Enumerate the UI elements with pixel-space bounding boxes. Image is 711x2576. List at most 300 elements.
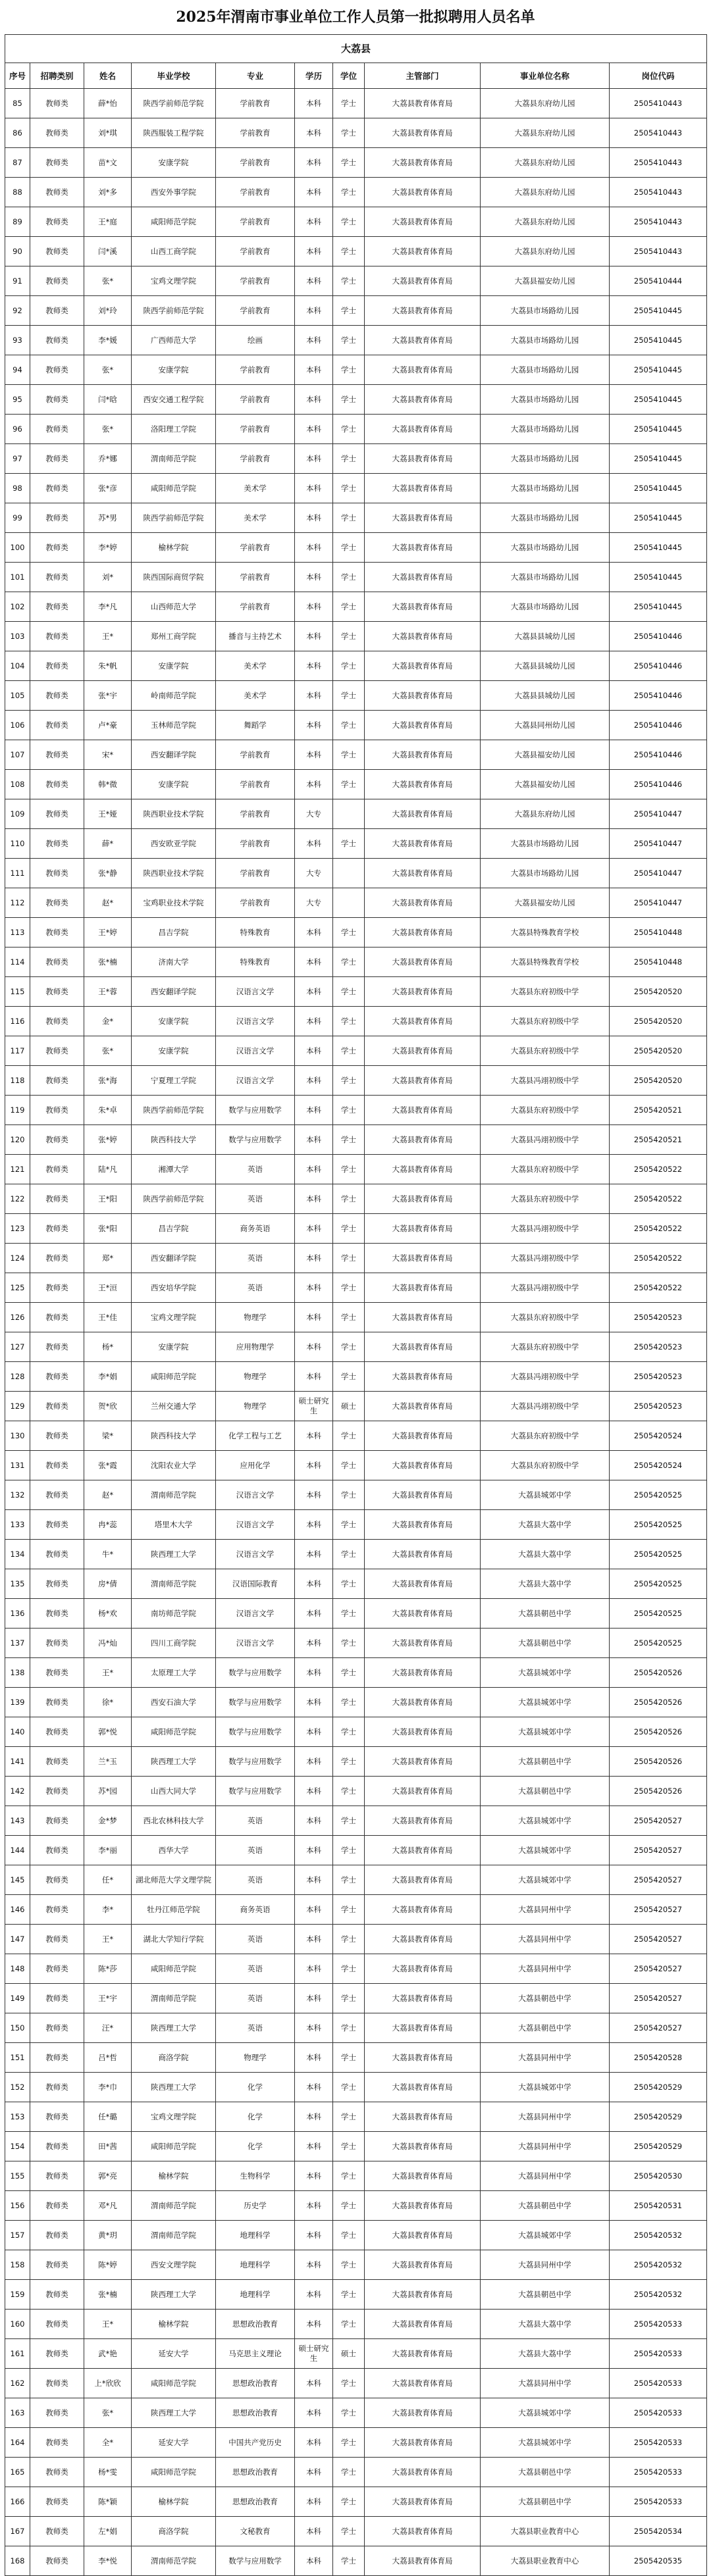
col-degree-cell: 学士	[333, 1451, 365, 1480]
col-major-cell: 学前教育	[216, 415, 295, 444]
col-post-code-cell: 2505410445	[610, 474, 707, 503]
col-unit-cell: 大荔县朝邑中学	[481, 1629, 610, 1658]
col-post-code-cell: 2505420533	[610, 2428, 707, 2458]
col-department-cell: 大荔县教育体育局	[365, 2310, 481, 2339]
col-education-cell: 本科	[295, 2546, 333, 2576]
table-row	[5, 1925, 707, 1954]
col-education-cell: 本科	[295, 740, 333, 770]
table-row	[5, 1747, 707, 1777]
col-post-code-cell: 2505420525	[610, 1540, 707, 1569]
col-department-cell: 大荔县教育体育局	[365, 266, 481, 296]
col-department-cell: 大荔县教育体育局	[365, 178, 481, 207]
col-degree-cell: 学士	[333, 1273, 365, 1303]
col-major-cell: 地理科学	[216, 2250, 295, 2280]
col-major-cell: 学前教育	[216, 740, 295, 770]
col-name-cell: 田*茜	[84, 2132, 132, 2161]
col-major-cell: 学前教育	[216, 859, 295, 888]
col-name-cell: 汪*	[84, 2013, 132, 2043]
col-degree-cell: 学士	[333, 1569, 365, 1599]
col-seq-cell: 160	[5, 2310, 30, 2339]
col-department-cell: 大荔县教育体育局	[365, 444, 481, 474]
col-name-cell: 兰*玉	[84, 1747, 132, 1777]
col-unit-cell: 大荔县东府初级中学	[481, 1036, 610, 1066]
col-degree-cell: 学士	[333, 1658, 365, 1688]
col-school-cell: 广西师范大学	[132, 326, 216, 355]
col-post-code-cell: 2505410445	[610, 355, 707, 385]
col-name-cell: 王*	[84, 2310, 132, 2339]
col-major-cell: 数学与应用数学	[216, 2546, 295, 2576]
col-department-cell: 大荔县教育体育局	[365, 681, 481, 711]
document-title: 2025年渭南市事业单位工作人员第一批拟聘用人员名单	[176, 9, 535, 26]
col-category-cell: 教师类	[30, 1569, 84, 1599]
col-name-cell: 王*佳	[84, 1303, 132, 1332]
col-degree-cell: 学士	[333, 1777, 365, 1806]
col-degree-cell: 学士	[333, 1510, 365, 1540]
col-post-code-cell: 2505420534	[610, 2517, 707, 2546]
col-degree-cell: 学士	[333, 296, 365, 326]
col-name-cell: 王*蓉	[84, 977, 132, 1007]
col-school-cell: 塔里木大学	[132, 1510, 216, 1540]
col-degree-cell: 学士	[333, 2221, 365, 2250]
col-seq-cell: 120	[5, 1125, 30, 1155]
col-education-header: 学历	[295, 63, 333, 89]
col-unit-cell: 大荔县冯翊初级中学	[481, 1125, 610, 1155]
col-post-code-cell: 2505410445	[610, 326, 707, 355]
col-seq-cell: 106	[5, 711, 30, 740]
col-major-cell: 思想政治教育	[216, 2487, 295, 2517]
col-education-cell: 本科	[295, 207, 333, 237]
col-seq-cell: 111	[5, 859, 30, 888]
col-major-cell: 中国共产党历史	[216, 2428, 295, 2458]
col-education-cell: 本科	[295, 1865, 333, 1895]
col-school-cell: 渭南师范学院	[132, 2221, 216, 2250]
col-post-code-cell: 2505420522	[610, 1273, 707, 1303]
table-row	[5, 503, 707, 533]
col-department-cell: 大荔县教育体育局	[365, 1540, 481, 1569]
col-school-cell: 湖北大学知行学院	[132, 1925, 216, 1954]
col-seq-cell: 151	[5, 2043, 30, 2073]
col-seq-cell: 103	[5, 622, 30, 651]
col-major-cell: 思想政治教育	[216, 2310, 295, 2339]
col-major-cell: 学前教育	[216, 178, 295, 207]
col-degree-cell: 学士	[333, 1806, 365, 1836]
col-education-cell: 本科	[295, 1066, 333, 1096]
col-education-cell: 本科	[295, 326, 333, 355]
col-department-cell: 大荔县教育体育局	[365, 1806, 481, 1836]
col-category-cell: 教师类	[30, 1184, 84, 1214]
col-school-cell: 陕西理工大学	[132, 2013, 216, 2043]
col-unit-cell: 大荔县城郊中学	[481, 1806, 610, 1836]
col-education-cell: 本科	[295, 681, 333, 711]
col-degree-cell: 学士	[333, 2428, 365, 2458]
col-name-cell: 张*婷	[84, 1125, 132, 1155]
col-education-cell: 本科	[295, 1954, 333, 1984]
col-post-code-cell: 2505420526	[610, 1688, 707, 1717]
col-school-cell: 太原理工大学	[132, 1658, 216, 1688]
col-category-cell: 教师类	[30, 1806, 84, 1836]
col-name-cell: 李*媛	[84, 326, 132, 355]
col-education-cell: 硕士研究生	[295, 2339, 333, 2369]
col-major-cell: 英语	[216, 1984, 295, 2013]
col-school-cell: 洛阳理工学院	[132, 415, 216, 444]
col-name-cell: 杨*	[84, 1332, 132, 1362]
col-post-code-cell: 2505420525	[610, 1629, 707, 1658]
col-education-cell: 本科	[295, 770, 333, 799]
col-education-cell: 本科	[295, 2517, 333, 2546]
col-name-cell: 张*	[84, 2398, 132, 2428]
table-row	[5, 385, 707, 415]
col-category-cell: 教师类	[30, 1244, 84, 1273]
col-unit-cell: 大荔县城郊中学	[481, 2073, 610, 2102]
table-row	[5, 2339, 707, 2369]
col-seq-cell: 117	[5, 1036, 30, 1066]
col-category-cell: 教师类	[30, 1599, 84, 1629]
col-education-cell: 本科	[295, 1747, 333, 1777]
col-unit-cell: 大荔县东府初级中学	[481, 977, 610, 1007]
col-department-cell: 大荔县教育体育局	[365, 148, 481, 178]
col-school-cell: 西安欧亚学院	[132, 829, 216, 859]
col-post-code-cell: 2505420523	[610, 1332, 707, 1362]
col-post-code-cell: 2505420533	[610, 2310, 707, 2339]
col-name-cell: 李*丽	[84, 1836, 132, 1865]
col-degree-cell: 学士	[333, 2517, 365, 2546]
col-education-cell: 本科	[295, 1836, 333, 1865]
col-unit-cell: 大荔县东府幼儿园	[481, 148, 610, 178]
col-unit-cell: 大荔县东府初级中学	[481, 1332, 610, 1362]
col-post-code-cell: 2505420525	[610, 1480, 707, 1510]
col-category-cell: 教师类	[30, 799, 84, 829]
col-post-code-cell: 2505420525	[610, 1569, 707, 1599]
table-row	[5, 118, 707, 148]
col-category-cell: 教师类	[30, 1273, 84, 1303]
col-category-cell: 教师类	[30, 1865, 84, 1895]
col-degree-cell: 学士	[333, 503, 365, 533]
col-degree-cell: 学士	[333, 918, 365, 947]
col-department-cell: 大荔县教育体育局	[365, 918, 481, 947]
col-education-cell: 本科	[295, 1096, 333, 1125]
col-category-cell: 教师类	[30, 2487, 84, 2517]
col-education-cell: 本科	[295, 2458, 333, 2487]
col-degree-cell: 学士	[333, 1362, 365, 1392]
col-major-cell: 汉语言文学	[216, 977, 295, 1007]
col-school-cell: 湖北师范大学文理学院	[132, 1865, 216, 1895]
table-row	[5, 2221, 707, 2250]
col-education-cell: 大专	[295, 859, 333, 888]
col-education-cell: 本科	[295, 1599, 333, 1629]
col-education-cell: 本科	[295, 1362, 333, 1392]
col-major-cell: 英语	[216, 1836, 295, 1865]
col-major-cell: 美术学	[216, 651, 295, 681]
col-unit-cell: 大荔县福安幼儿园	[481, 888, 610, 918]
col-category-cell: 教师类	[30, 2191, 84, 2221]
col-category-cell: 教师类	[30, 2517, 84, 2546]
col-major-cell: 学前教育	[216, 266, 295, 296]
col-department-cell: 大荔县教育体育局	[365, 2132, 481, 2161]
col-name-cell: 陈*颖	[84, 2487, 132, 2517]
col-seq-cell: 86	[5, 118, 30, 148]
col-education-cell: 大专	[295, 888, 333, 918]
col-name-header: 姓名	[84, 63, 132, 89]
col-name-cell: 张*	[84, 415, 132, 444]
col-name-cell: 张*海	[84, 1066, 132, 1096]
col-name-cell: 冉*蕊	[84, 1510, 132, 1540]
col-major-cell: 历史学	[216, 2191, 295, 2221]
col-degree-cell: 学士	[333, 1244, 365, 1273]
col-seq-cell: 148	[5, 1954, 30, 1984]
col-school-cell: 渭南师范学院	[132, 1480, 216, 1510]
col-post-code-cell: 2505410447	[610, 859, 707, 888]
col-education-cell: 本科	[295, 918, 333, 947]
col-education-cell: 本科	[295, 651, 333, 681]
col-degree-cell: 学士	[333, 1184, 365, 1214]
col-major-cell: 汉语国际教育	[216, 1569, 295, 1599]
col-education-cell: 本科	[295, 622, 333, 651]
col-department-cell: 大荔县教育体育局	[365, 2369, 481, 2398]
col-education-cell: 本科	[295, 563, 333, 592]
col-seq-cell: 122	[5, 1184, 30, 1214]
col-major-cell: 数学与应用数学	[216, 1096, 295, 1125]
col-seq-cell: 125	[5, 1273, 30, 1303]
col-education-cell: 本科	[295, 2043, 333, 2073]
col-degree-cell: 学士	[333, 2250, 365, 2280]
col-unit-cell: 大荔县朝邑中学	[481, 2191, 610, 2221]
col-category-cell: 教师类	[30, 2043, 84, 2073]
col-degree-cell: 学士	[333, 326, 365, 355]
col-category-cell: 教师类	[30, 178, 84, 207]
col-post-code-cell: 2505420533	[610, 2398, 707, 2428]
col-seq-cell: 150	[5, 2013, 30, 2043]
col-post-code-cell: 2505410445	[610, 503, 707, 533]
table-row	[5, 1510, 707, 1540]
col-unit-cell: 大荔县同州中学	[481, 2369, 610, 2398]
col-department-header: 主管部门	[365, 63, 481, 89]
table-row	[5, 296, 707, 326]
col-degree-cell: 学士	[333, 1214, 365, 1244]
col-seq-cell: 112	[5, 888, 30, 918]
col-seq-cell: 97	[5, 444, 30, 474]
col-department-cell: 大荔县教育体育局	[365, 89, 481, 118]
col-post-code-cell: 2505420520	[610, 1036, 707, 1066]
col-post-code-cell: 2505420522	[610, 1155, 707, 1184]
col-unit-cell: 大荔县朝邑中学	[481, 2013, 610, 2043]
col-name-cell: 刘*	[84, 563, 132, 592]
col-degree-cell: 学士	[333, 2398, 365, 2428]
col-name-cell: 张*霞	[84, 1451, 132, 1480]
col-education-cell: 本科	[295, 1451, 333, 1480]
col-category-cell: 教师类	[30, 2013, 84, 2043]
col-name-cell: 郭*亮	[84, 2161, 132, 2191]
table-row	[5, 2369, 707, 2398]
col-major-cell: 英语	[216, 1954, 295, 1984]
col-degree-cell: 学士	[333, 148, 365, 178]
col-name-cell: 苏*园	[84, 1777, 132, 1806]
col-degree-cell: 学士	[333, 266, 365, 296]
table-row	[5, 829, 707, 859]
table-row	[5, 1569, 707, 1599]
col-school-cell: 西华大学	[132, 1836, 216, 1865]
col-school-cell: 宝鸡文理学院	[132, 2102, 216, 2132]
col-category-cell: 教师类	[30, 711, 84, 740]
col-degree-cell: 学士	[333, 1599, 365, 1629]
col-major-cell: 英语	[216, 1155, 295, 1184]
col-major-cell: 数学与应用数学	[216, 1658, 295, 1688]
col-category-cell: 教师类	[30, 2369, 84, 2398]
col-degree-cell: 学士	[333, 1865, 365, 1895]
col-degree-cell: 学士	[333, 1717, 365, 1747]
table-row	[5, 859, 707, 888]
col-education-cell: 本科	[295, 355, 333, 385]
col-department-cell: 大荔县教育体育局	[365, 2102, 481, 2132]
col-seq-cell: 114	[5, 947, 30, 977]
col-major-cell: 数学与应用数学	[216, 1717, 295, 1747]
col-category-cell: 教师类	[30, 533, 84, 563]
table-row	[5, 1895, 707, 1925]
col-school-cell: 陕西国际商贸学院	[132, 563, 216, 592]
col-seq-cell: 154	[5, 2132, 30, 2161]
col-post-code-header: 岗位代码	[610, 63, 707, 89]
col-degree-cell: 学士	[333, 2280, 365, 2310]
col-seq-cell: 108	[5, 770, 30, 799]
col-major-cell: 地理科学	[216, 2280, 295, 2310]
col-category-cell: 教师类	[30, 1125, 84, 1155]
col-name-cell: 全*	[84, 2428, 132, 2458]
col-education-cell: 本科	[295, 1125, 333, 1155]
col-name-cell: 乔*娜	[84, 444, 132, 474]
col-category-cell: 教师类	[30, 385, 84, 415]
col-department-cell: 大荔县教育体育局	[365, 2073, 481, 2102]
col-seq-cell: 144	[5, 1836, 30, 1865]
col-unit-cell: 大荔县城郊中学	[481, 2428, 610, 2458]
col-department-cell: 大荔县教育体育局	[365, 1214, 481, 1244]
col-seq-cell: 165	[5, 2458, 30, 2487]
col-name-cell: 金*梦	[84, 1806, 132, 1836]
table-row	[5, 2043, 707, 2073]
col-department-cell: 大荔县教育体育局	[365, 296, 481, 326]
col-seq-cell: 138	[5, 1658, 30, 1688]
col-post-code-cell: 2505420520	[610, 977, 707, 1007]
col-post-code-cell: 2505410443	[610, 237, 707, 266]
col-degree-cell: 学士	[333, 651, 365, 681]
col-unit-cell: 大荔县朝邑中学	[481, 2280, 610, 2310]
col-seq-cell: 93	[5, 326, 30, 355]
col-name-cell: 王*	[84, 622, 132, 651]
col-name-cell: 薛*	[84, 829, 132, 859]
col-department-cell: 大荔县教育体育局	[365, 829, 481, 859]
col-degree-cell: 学士	[333, 2013, 365, 2043]
col-category-cell: 教师类	[30, 148, 84, 178]
col-department-cell: 大荔县教育体育局	[365, 237, 481, 266]
col-category-cell: 教师类	[30, 1007, 84, 1036]
col-seq-cell: 121	[5, 1155, 30, 1184]
table-row	[5, 888, 707, 918]
col-school-cell: 昌吉学院	[132, 918, 216, 947]
col-department-cell: 大荔县教育体育局	[365, 355, 481, 385]
col-major-cell: 特殊教育	[216, 947, 295, 977]
col-post-code-cell: 2505420527	[610, 1895, 707, 1925]
col-name-cell: 宋*	[84, 740, 132, 770]
col-unit-cell: 大荔县朝邑中学	[481, 1747, 610, 1777]
col-seq-header: 序号	[5, 63, 30, 89]
col-post-code-cell: 2505420524	[610, 1451, 707, 1480]
col-department-cell: 大荔县教育体育局	[365, 326, 481, 355]
table-row	[5, 1155, 707, 1184]
table-row	[5, 1658, 707, 1688]
col-unit-cell: 大荔县东府幼儿园	[481, 799, 610, 829]
table-row	[5, 2458, 707, 2487]
col-name-cell: 房*倩	[84, 1569, 132, 1599]
col-education-cell: 本科	[295, 1629, 333, 1658]
col-degree-cell	[333, 888, 365, 918]
col-department-cell: 大荔县教育体育局	[365, 1688, 481, 1717]
col-degree-cell: 硕士	[333, 1392, 365, 1421]
col-unit-cell: 大荔县朝邑中学	[481, 2458, 610, 2487]
table-row	[5, 2398, 707, 2428]
col-name-cell: 王*洹	[84, 1273, 132, 1303]
col-category-cell: 教师类	[30, 1392, 84, 1421]
col-department-cell: 大荔县教育体育局	[365, 1392, 481, 1421]
table-row	[5, 326, 707, 355]
col-degree-cell: 硕士	[333, 2339, 365, 2369]
col-degree-cell: 学士	[333, 770, 365, 799]
col-unit-cell: 大荔县市场路幼儿园	[481, 533, 610, 563]
col-category-cell: 教师类	[30, 415, 84, 444]
col-major-cell: 学前教育	[216, 385, 295, 415]
col-category-cell: 教师类	[30, 2546, 84, 2576]
col-unit-cell: 大荔县东府幼儿园	[481, 89, 610, 118]
col-education-cell: 本科	[295, 2073, 333, 2102]
col-degree-header: 学位	[333, 63, 365, 89]
table-row	[5, 740, 707, 770]
column-header-row	[5, 63, 707, 89]
col-school-cell: 南坊师范学院	[132, 1599, 216, 1629]
col-unit-cell: 大荔县城郊中学	[481, 2398, 610, 2428]
col-school-cell: 陕西学前师范学院	[132, 296, 216, 326]
col-department-cell: 大荔县教育体育局	[365, 711, 481, 740]
col-education-cell: 本科	[295, 1806, 333, 1836]
col-category-cell: 教师类	[30, 296, 84, 326]
col-department-cell: 大荔县教育体育局	[365, 385, 481, 415]
col-seq-cell: 110	[5, 829, 30, 859]
col-unit-cell: 大荔县城郊中学	[481, 1480, 610, 1510]
col-degree-cell: 学士	[333, 1540, 365, 1569]
col-post-code-cell: 2505420531	[610, 2191, 707, 2221]
col-major-cell: 物理学	[216, 1392, 295, 1421]
col-major-cell: 英语	[216, 1806, 295, 1836]
table-row	[5, 592, 707, 622]
table-row	[5, 2487, 707, 2517]
col-department-cell: 大荔县教育体育局	[365, 2546, 481, 2576]
col-school-cell: 安康学院	[132, 355, 216, 385]
col-post-code-cell: 2505420533	[610, 2369, 707, 2398]
col-school-cell: 陕西职业技术学院	[132, 799, 216, 829]
col-school-cell: 安康学院	[132, 770, 216, 799]
col-major-cell: 学前教育	[216, 296, 295, 326]
col-department-cell: 大荔县教育体育局	[365, 1184, 481, 1214]
col-education-cell: 本科	[295, 1421, 333, 1451]
col-department-cell: 大荔县教育体育局	[365, 977, 481, 1007]
col-unit-cell: 大荔县市场路幼儿园	[481, 385, 610, 415]
col-education-cell: 本科	[295, 2487, 333, 2517]
col-name-cell: 贺*欣	[84, 1392, 132, 1421]
col-school-cell: 咸阳师范学院	[132, 1717, 216, 1747]
col-seq-cell: 92	[5, 296, 30, 326]
col-degree-cell: 学士	[333, 2310, 365, 2339]
col-post-code-cell: 2505420520	[610, 1066, 707, 1096]
col-school-cell: 宁夏理工学院	[132, 1066, 216, 1096]
col-department-cell: 大荔县教育体育局	[365, 1747, 481, 1777]
col-seq-cell: 157	[5, 2221, 30, 2250]
col-unit-cell: 大荔县大荔中学	[481, 1569, 610, 1599]
